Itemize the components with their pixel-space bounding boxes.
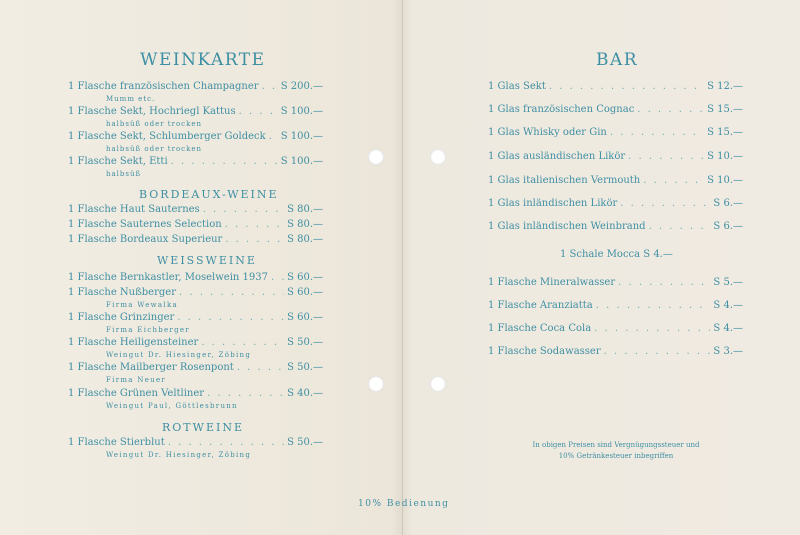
item-note: halbsüß — [106, 170, 142, 178]
item-label: 1 Flasche Sekt, Etti — [68, 156, 168, 167]
item-label: 1 Glas inländischen Weinbrand — [488, 221, 646, 232]
item-label: 1 Flasche Sodawasser — [488, 346, 601, 357]
item-price: S 50.— — [287, 362, 323, 373]
menu-item — [488, 300, 743, 312]
menu-item — [488, 81, 743, 93]
menu-item — [488, 198, 743, 210]
item-note: Weingut Paul, Göttlesbrunn — [106, 402, 238, 410]
item-price: S 10.— — [707, 175, 743, 186]
item-note: halbsüß oder trocken — [106, 120, 202, 128]
item-label: 1 Glas inländischen Likör — [488, 198, 618, 209]
menu-item — [68, 272, 323, 284]
menu-item — [68, 106, 323, 118]
mocca-line: 1 Schale Mocca S 4.— — [560, 249, 673, 260]
item-label: 1 Flasche Grünen Veltliner — [68, 388, 205, 399]
item-price: S 100.— — [280, 131, 323, 142]
service-charge-note: 10% Bedienung — [358, 499, 450, 509]
red-wine-heading: ROTWEINE — [162, 421, 244, 434]
item-price: S 200.— — [280, 81, 323, 92]
item-note: Firma Eichberger — [106, 326, 190, 334]
item-price: S 100.— — [280, 156, 323, 167]
item-price: S 4.— — [713, 300, 743, 311]
punch-hole-right-top — [430, 149, 446, 165]
page-fold — [402, 0, 403, 535]
punch-hole-left-top — [368, 149, 384, 165]
item-label: 1 Flasche Mineralwasser — [488, 277, 616, 288]
item-price: S 12.— — [707, 81, 743, 92]
wine-title: WEINKARTE — [140, 50, 266, 70]
item-note: Weingut Dr. Hiesinger, Zöbing — [106, 351, 252, 359]
menu-item — [488, 221, 743, 233]
item-label: 1 Flasche Aranziatta — [488, 300, 593, 311]
menu-item — [68, 312, 323, 324]
item-note: Firma Neuer — [106, 376, 167, 384]
item-price: S 80.— — [287, 234, 323, 245]
item-price: S 60.— — [287, 287, 323, 298]
bordeaux-heading: BORDEAUX-WEINE — [139, 188, 279, 201]
tax-note-line1: In obigen Preisen sind Vergnügungssteuer und — [532, 441, 700, 449]
bar-title: BAR — [596, 50, 639, 70]
menu-item — [488, 175, 743, 187]
item-label: 1 Flasche Bernkastler, Moselwein 1937 — [68, 272, 268, 283]
item-label: 1 Flasche Heiligensteiner — [68, 337, 199, 348]
item-label: 1 Glas italienischen Vermouth — [488, 175, 641, 186]
item-price: S 80.— — [287, 204, 323, 215]
item-note: halbsüß oder trocken — [106, 145, 202, 153]
menu-item — [488, 346, 743, 358]
item-price: S 15.— — [707, 127, 743, 138]
item-label: 1 Glas Whisky oder Gin — [488, 127, 607, 138]
item-label: 1 Glas französischen Cognac — [488, 104, 635, 115]
menu-item — [68, 131, 323, 143]
item-label: 1 Flasche Coca Cola — [488, 323, 592, 334]
white-wine-heading: WEISSWEINE — [157, 254, 257, 267]
item-price: S 10.— — [707, 151, 743, 162]
menu-item — [68, 388, 323, 400]
item-label: 1 Flasche Sekt, Hochriegl Kattus — [68, 106, 236, 117]
item-label: 1 Flasche französischen Champagner — [68, 81, 259, 92]
item-price: S 6.— — [713, 221, 743, 232]
item-price: S 40.— — [287, 388, 323, 399]
item-price: S 100.— — [280, 106, 323, 117]
item-label: 1 Flasche Mailberger Rosenpont — [68, 362, 234, 373]
item-price: S 50.— — [287, 337, 323, 348]
menu-item — [68, 219, 323, 231]
item-price: S 60.— — [287, 312, 323, 323]
item-note: Mumm etc. — [106, 95, 156, 103]
item-price: S 6.— — [713, 198, 743, 209]
tax-note-line2: 10% Getränkesteuer inbegriffen — [558, 452, 674, 460]
menu-item — [68, 362, 323, 374]
menu-item — [68, 437, 323, 449]
item-label: 1 Glas Sekt — [488, 81, 546, 92]
item-label: 1 Flasche Nußberger — [68, 287, 176, 298]
item-label: 1 Flasche Haut Sauternes — [68, 204, 200, 215]
item-price: S 80.— — [287, 219, 323, 230]
item-label: 1 Glas ausländischen Likör — [488, 151, 626, 162]
menu-item — [68, 337, 323, 349]
menu-item — [488, 151, 743, 163]
item-label: 1 Flasche Stierblut — [68, 437, 165, 448]
menu-item — [488, 127, 743, 139]
item-price: S 15.— — [707, 104, 743, 115]
menu-item — [68, 81, 323, 93]
item-price: S 3.— — [713, 346, 743, 357]
item-note: Firma Wewalka — [106, 301, 178, 309]
menu-item — [488, 277, 743, 289]
item-price: S 5.— — [713, 277, 743, 288]
item-note: Weingut Dr. Hiesinger, Zöbing — [106, 451, 252, 459]
punch-hole-left-bottom — [368, 376, 384, 392]
menu-item — [68, 204, 323, 216]
menu-item — [68, 287, 323, 299]
item-price: S 50.— — [287, 437, 323, 448]
menu-item — [488, 323, 743, 335]
item-label: 1 Flasche Bordeaux Superieur — [68, 234, 223, 245]
item-price: S 4.— — [713, 323, 743, 334]
item-label: 1 Flasche Sekt, Schlumberger Goldeck — [68, 131, 266, 142]
menu-item — [68, 156, 323, 168]
punch-hole-right-bottom — [430, 376, 446, 392]
item-label: 1 Flasche Grinzinger — [68, 312, 175, 323]
menu-item — [68, 234, 323, 246]
item-price: S 60.— — [287, 272, 323, 283]
tax-note — [496, 440, 736, 462]
item-label: 1 Flasche Sauternes Selection — [68, 219, 222, 230]
menu-item — [488, 104, 743, 116]
